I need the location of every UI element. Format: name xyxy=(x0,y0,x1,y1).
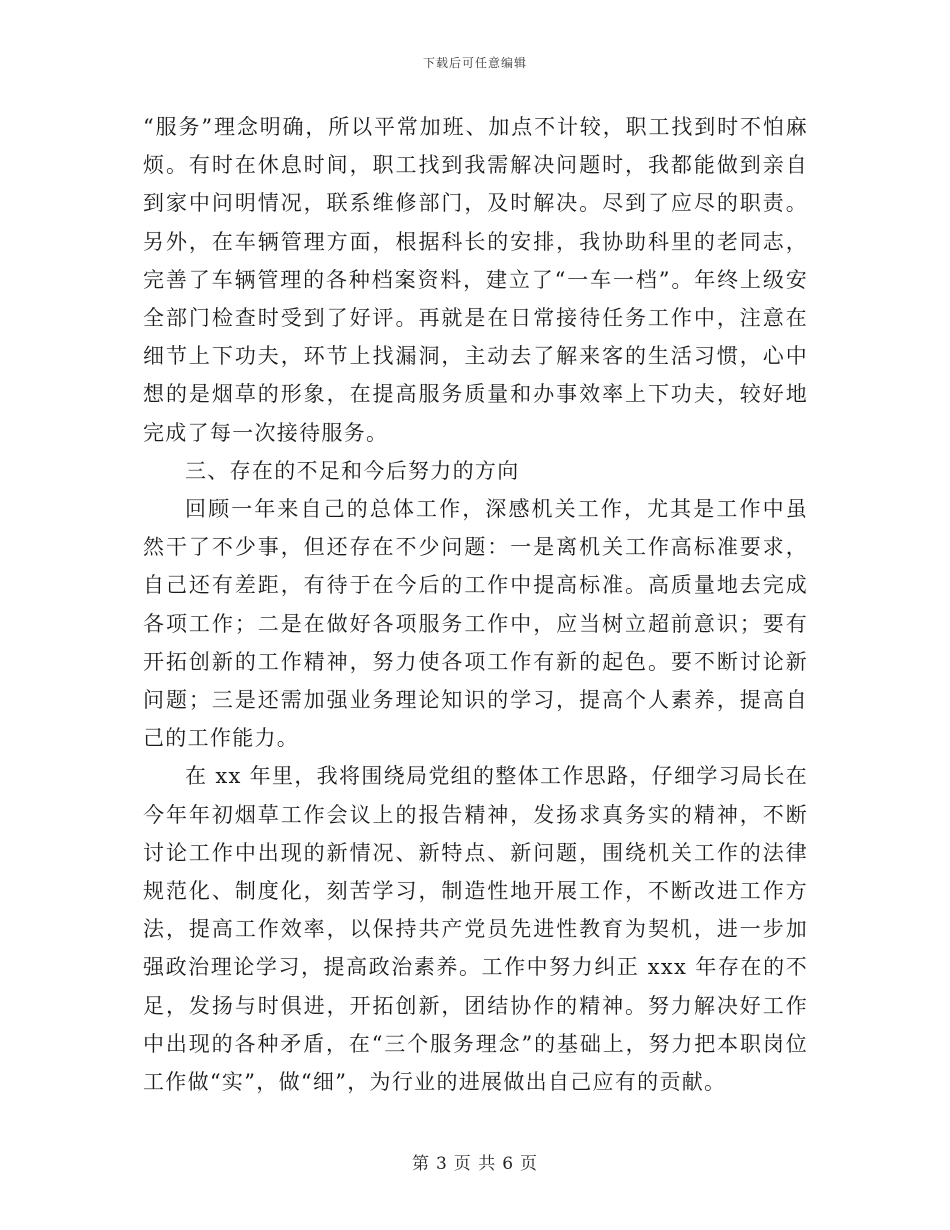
paragraph-review: 回顾一年来自己的总体工作，深感机关工作，尤其是工作中虽然干了不少事，但还存在不少问题：一是离机关工作高标准要求，自己还有差距，有待于在今后的工作中提高标准。高质量地去完成各项工作；二是在做好各项服务工作中，应当树立超前意识；要有开拓创新的工作精神，努力使各项工作有新的起色。要不断讨论新问题；三是还需加强业务理论知识的学习，提高个人素养，提高自己的工作能力。 xyxy=(143,497,808,751)
footer-page-suffix: 页 xyxy=(520,1154,539,1174)
footer-page-mid: 页 共 xyxy=(453,1154,497,1174)
footer-total-pages: 6 xyxy=(502,1154,515,1174)
footer-page-prefix: 第 xyxy=(411,1154,430,1174)
page-footer xyxy=(0,1149,950,1174)
section-heading-shortcomings: 三、存在的不足和今后努力的方向 xyxy=(185,458,520,483)
paragraph-service-continuation: “服务”理念明确，所以平常加班、加点不计较，职工找到时不怕麻烦。有时在休息时间，职工找到我需解决问题时，我都能做到亲自到家中问明情况，联系维修部门，及时解决。尽到了应尽的职责。另外，在车辆管理方面，根据科长的安排，我协助科里的老同志，完善了车辆管理的各种档案资料，建立了“一车一档”。年终上级安全部门检查时受到了好评。再就是在日常接待任务工作中，注意在细节上下功夫，环节上找漏洞，主动去了解来客的生活习惯，心中想的是烟草的形象，在提高服务质量和办事效率上下功夫，较好地完成了每一次接待服务。 xyxy=(143,115,808,445)
page-header: 下载后可任意编辑 xyxy=(422,56,527,70)
footer-current-page: 3 xyxy=(435,1154,448,1174)
paragraph-plan: 在 xx 年里，我将围绕局党组的整体工作思路，仔细学习局长在今年年初烟草工作会议上的报告精神，发扬求真务实的精神，不断讨论工作中出现的新情况、新特点、新问题，围绕机关工作的法律规范化、制度化，刻苦学习，制造性地开展工作，不断改进工作方法，提高工作效率，以保持共产党员先进性教育为契机，进一步加强政治理论学习，提高政治素养。工作中努力纠正 xxx 年存在的不足，发扬与时俱进，开拓创新，团结协作的精神。努力解决好工作中出现的各种矛盾，在“三个服务理念”的基础上，努力把本职岗位工作做“实”，做“细”，为行业的进展做出自己应有的贡献。 xyxy=(143,764,808,1095)
document-body xyxy=(143,108,808,1101)
